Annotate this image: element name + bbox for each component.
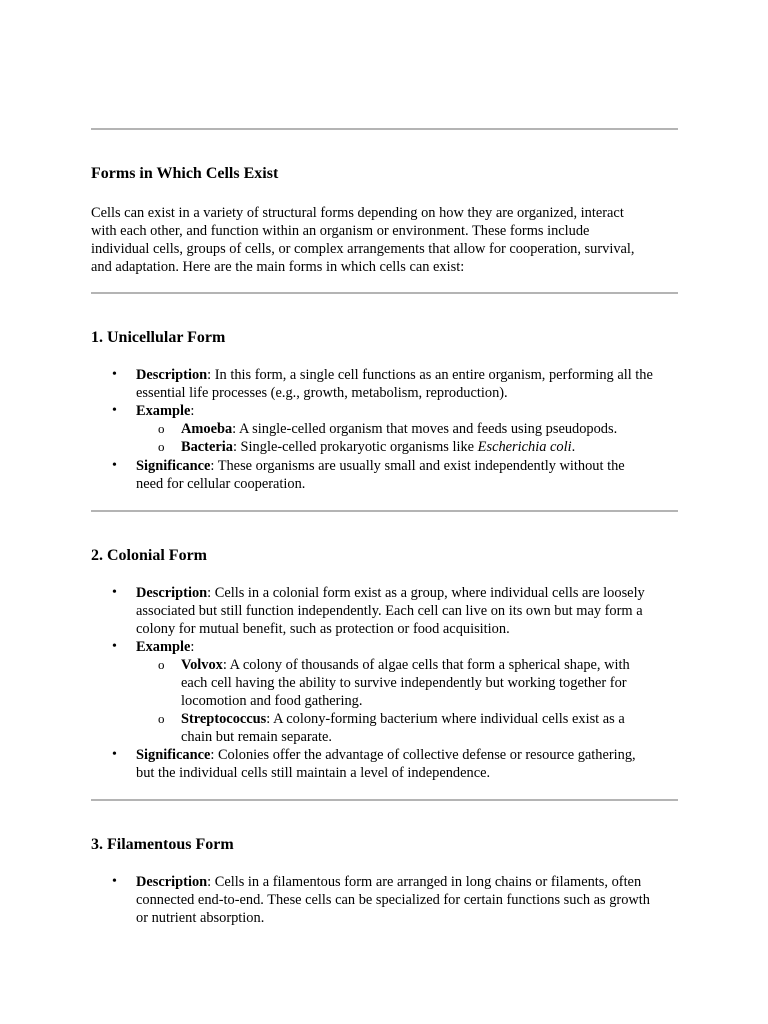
term-label: Significance [136, 747, 211, 763]
term-label: Description [136, 367, 208, 383]
item-text: need for cellular cooperation. [136, 476, 306, 492]
item-text: : Single-celled prokaryotic organisms like [232, 439, 478, 455]
sub-bullet-icon: o [158, 421, 165, 436]
item-text: associated but still function independently. Each cell can live on its own but may form a [136, 603, 643, 619]
sub-list-item [181, 420, 681, 438]
horizontal-rule [91, 292, 678, 294]
item-text: : A colony-forming bacterium where individual cells exist as a [266, 711, 625, 727]
intro-line: individual cells, groups of cells, or complex arrangements that allow for cooperation, survival, [91, 241, 635, 257]
intro-line: Cells can exist in a variety of structural forms depending on how they are organized, interact [91, 205, 624, 221]
horizontal-rule [91, 128, 678, 130]
item-text: each cell having the ability to survive independently but working together for [181, 675, 627, 691]
bullet-icon: • [112, 458, 117, 473]
document-title: Forms in Which Cells Exist [91, 165, 279, 182]
item-text: : Colonies offer the advantage of collective defense or resource gathering, [210, 747, 636, 763]
term-label: Bacteria [181, 439, 233, 455]
item-text: . [571, 439, 576, 455]
list-item-description [136, 584, 681, 638]
horizontal-rule [91, 510, 678, 512]
bullet-icon: • [112, 747, 117, 762]
term-label: Description [136, 585, 208, 601]
bullet-icon: • [112, 367, 117, 382]
sub-list-item [181, 656, 681, 710]
sub-list-item [181, 438, 681, 456]
species-name: Escherichia coli [477, 439, 572, 455]
item-text: : A colony of thousands of algae cells that form a spherical shape, with [222, 657, 630, 673]
sub-bullet-icon: o [158, 439, 165, 454]
intro-paragraph [91, 204, 678, 276]
list-item-significance [136, 746, 681, 782]
bullet-icon: • [112, 639, 117, 654]
bullet-icon: • [112, 585, 117, 600]
item-text: : [190, 403, 195, 419]
term-label: Description [136, 874, 208, 890]
bullet-icon: • [112, 403, 117, 418]
bullet-icon: • [112, 874, 117, 889]
sub-bullet-icon: o [158, 711, 165, 726]
list-item-example [136, 638, 681, 656]
item-text: : Cells in a filamentous form are arranged in long chains or filaments, often [207, 874, 642, 890]
item-text: : Cells in a colonial form exist as a group, where individual cells are loosely [207, 585, 645, 601]
term-label: Streptococcus [181, 711, 267, 727]
list-item-example [136, 402, 681, 420]
item-text: colony for mutual benefit, such as protection or food acquisition. [136, 621, 510, 637]
intro-line: with each other, and function within an organism or environment. These forms include [91, 223, 590, 239]
term-label: Amoeba [181, 421, 233, 437]
item-text: or nutrient absorption. [136, 910, 265, 926]
item-text: : In this form, a single cell functions as an entire organism, performing all the [207, 367, 653, 383]
item-text: : A single-celled organism that moves and feeds using pseudopods. [232, 421, 618, 437]
list-item-description [136, 366, 681, 402]
section-heading-unicellular: 1. Unicellular Form [91, 329, 226, 346]
item-text: : [190, 639, 195, 655]
sub-list-item [181, 710, 681, 746]
term-label: Example [136, 639, 191, 655]
item-text: chain but remain separate. [181, 729, 333, 745]
intro-line: and adaptation. Here are the main forms in which cells can exist: [91, 259, 465, 275]
item-text: essential life processes (e.g., growth, metabolism, reproduction). [136, 385, 508, 401]
section-heading-filamentous: 3. Filamentous Form [91, 836, 234, 853]
term-label: Example [136, 403, 191, 419]
item-text: but the individual cells still maintain a level of independence. [136, 765, 491, 781]
term-label: Significance [136, 458, 211, 474]
item-text: connected end-to-end. These cells can be specialized for certain functions such as growth [136, 892, 650, 908]
item-text: locomotion and food gathering. [181, 693, 363, 709]
term-label: Volvox [181, 657, 223, 673]
list-item-significance [136, 457, 681, 493]
item-text: : These organisms are usually small and exist independently without the [210, 458, 625, 474]
section-heading-colonial: 2. Colonial Form [91, 547, 207, 564]
sub-bullet-icon: o [158, 657, 165, 672]
list-item-description [136, 873, 681, 927]
horizontal-rule [91, 799, 678, 801]
